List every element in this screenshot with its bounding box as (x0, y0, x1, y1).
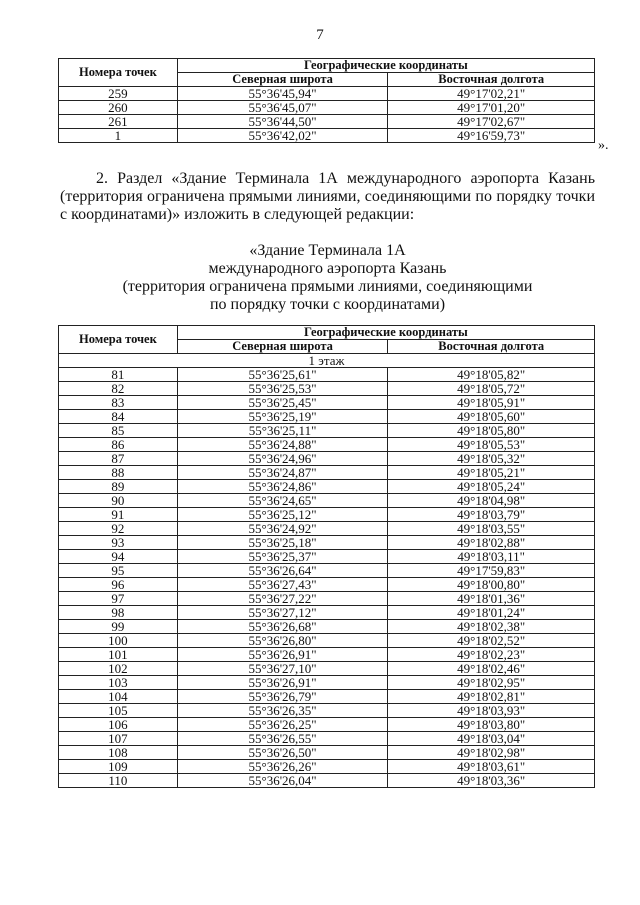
latitude-cell: 55°36'24,92" (177, 522, 388, 536)
table-row (59, 564, 595, 578)
point-number: 107 (59, 732, 178, 746)
latitude-cell: 55°36'26,79" (177, 690, 388, 704)
table-row (59, 508, 595, 522)
table1-body (59, 87, 595, 143)
table-row (59, 115, 595, 129)
point-number: 94 (59, 550, 178, 564)
coordinates-table-terminal-1a (58, 325, 595, 788)
longitude-cell: 49°17'02,67" (388, 115, 595, 129)
point-number: 87 (59, 452, 178, 466)
table-row (59, 760, 595, 774)
point-number: 106 (59, 718, 178, 732)
point-number: 91 (59, 508, 178, 522)
point-number: 82 (59, 382, 178, 396)
latitude-cell: 55°36'26,26" (177, 760, 388, 774)
table-row (59, 732, 595, 746)
longitude-cell: 49°16'59,73" (388, 129, 595, 143)
table-row (59, 424, 595, 438)
latitude-cell: 55°36'26,91" (177, 676, 388, 690)
longitude-cell: 49°18'05,53" (388, 438, 595, 452)
longitude-cell: 49°18'03,93" (388, 704, 595, 718)
latitude-cell: 55°36'24,87" (177, 466, 388, 480)
table-row (59, 129, 595, 143)
table-row (59, 522, 595, 536)
latitude-cell: 55°36'45,07" (177, 101, 388, 115)
table-row (59, 87, 595, 101)
longitude-cell: 49°17'01,20" (388, 101, 595, 115)
table-row (59, 676, 595, 690)
header-points: Номера точек (59, 59, 178, 87)
latitude-cell: 55°36'25,45" (177, 396, 388, 410)
table-row (59, 480, 595, 494)
point-number: 84 (59, 410, 178, 424)
point-number: 93 (59, 536, 178, 550)
point-number: 96 (59, 578, 178, 592)
latitude-cell: 55°36'26,04" (177, 774, 388, 788)
table-row (59, 550, 595, 564)
longitude-cell: 49°18'00,80" (388, 578, 595, 592)
point-number: 89 (59, 480, 178, 494)
latitude-cell: 55°36'25,61" (177, 368, 388, 382)
longitude-cell: 49°18'02,46" (388, 662, 595, 676)
heading-line-2: международного аэропорта Казань (208, 260, 447, 277)
longitude-cell: 49°18'02,81" (388, 690, 595, 704)
point-number: 102 (59, 662, 178, 676)
floor-label: 1 этаж (59, 354, 595, 368)
longitude-cell: 49°18'03,36" (388, 774, 595, 788)
header-longitude: Восточная долгота (388, 73, 595, 87)
point-number: 100 (59, 634, 178, 648)
point-number: 105 (59, 704, 178, 718)
point-number: 108 (59, 746, 178, 760)
table-row (59, 662, 595, 676)
point-number: 83 (59, 396, 178, 410)
table-row (59, 718, 595, 732)
table-row (59, 410, 595, 424)
point-number: 110 (59, 774, 178, 788)
latitude-cell: 55°36'44,50" (177, 115, 388, 129)
latitude-cell: 55°36'26,68" (177, 620, 388, 634)
longitude-cell: 49°18'02,95" (388, 676, 595, 690)
table-row (59, 396, 595, 410)
page-number: 7 (316, 27, 324, 43)
latitude-cell: 55°36'26,64" (177, 564, 388, 578)
point-number: 88 (59, 466, 178, 480)
longitude-cell: 49°17'59,83" (388, 564, 595, 578)
point-number: 90 (59, 494, 178, 508)
header-geo-coordinates: Географические координаты (177, 326, 594, 340)
amendment-paragraph: 2. Раздел «Здание Терминала 1А международного аэропорта Казань (территория ограничена прямыми линиями, соединяющими по порядку точки с координатами)» изложить в следующей редакции: (60, 170, 595, 223)
table-row (59, 536, 595, 550)
table-row (59, 704, 595, 718)
point-number: 98 (59, 606, 178, 620)
table-row (59, 101, 595, 115)
longitude-cell: 49°18'03,55" (388, 522, 595, 536)
longitude-cell: 49°18'03,11" (388, 550, 595, 564)
table-row (59, 466, 595, 480)
heading-line-1: «Здание Терминала 1А (249, 242, 406, 259)
point-number: 261 (59, 115, 178, 129)
latitude-cell: 55°36'25,18" (177, 536, 388, 550)
latitude-cell: 55°36'26,55" (177, 732, 388, 746)
longitude-cell: 49°18'05,82" (388, 368, 595, 382)
header-geo-coordinates: Географические координаты (177, 59, 594, 73)
point-number: 81 (59, 368, 178, 382)
coordinates-table-continued (58, 58, 595, 143)
latitude-cell: 55°36'26,25" (177, 718, 388, 732)
longitude-cell: 49°18'02,23" (388, 648, 595, 662)
longitude-cell: 49°18'05,60" (388, 410, 595, 424)
latitude-cell: 55°36'42,02" (177, 129, 388, 143)
point-number: 99 (59, 620, 178, 634)
latitude-cell: 55°36'26,35" (177, 704, 388, 718)
latitude-cell: 55°36'27,43" (177, 578, 388, 592)
latitude-cell: 55°36'24,86" (177, 480, 388, 494)
latitude-cell: 55°36'27,22" (177, 592, 388, 606)
heading-line-3: (территория ограничена прямыми линиями, соединяющими (122, 278, 533, 295)
latitude-cell: 55°36'25,19" (177, 410, 388, 424)
point-number: 95 (59, 564, 178, 578)
point-number: 101 (59, 648, 178, 662)
point-number: 104 (59, 690, 178, 704)
latitude-cell: 55°36'26,80" (177, 634, 388, 648)
longitude-cell: 49°18'02,38" (388, 620, 595, 634)
point-number: 92 (59, 522, 178, 536)
table-row (59, 494, 595, 508)
closing-quote: ». (598, 138, 609, 153)
point-number: 86 (59, 438, 178, 452)
longitude-cell: 49°18'01,24" (388, 606, 595, 620)
table2-body (59, 354, 595, 788)
point-number: 103 (59, 676, 178, 690)
longitude-cell: 49°18'05,80" (388, 424, 595, 438)
longitude-cell: 49°18'01,36" (388, 592, 595, 606)
longitude-cell: 49°18'05,72" (388, 382, 595, 396)
point-number: 85 (59, 424, 178, 438)
table-row (59, 634, 595, 648)
longitude-cell: 49°18'02,52" (388, 634, 595, 648)
table-row (59, 746, 595, 760)
latitude-cell: 55°36'25,53" (177, 382, 388, 396)
point-number: 259 (59, 87, 178, 101)
latitude-cell: 55°36'25,11" (177, 424, 388, 438)
longitude-cell: 49°18'03,80" (388, 718, 595, 732)
table-row (59, 620, 595, 634)
table-row (59, 578, 595, 592)
longitude-cell: 49°18'05,32" (388, 452, 595, 466)
latitude-cell: 55°36'26,91" (177, 648, 388, 662)
latitude-cell: 55°36'24,65" (177, 494, 388, 508)
latitude-cell: 55°36'27,10" (177, 662, 388, 676)
table-row (59, 690, 595, 704)
longitude-cell: 49°18'03,04" (388, 732, 595, 746)
longitude-cell: 49°18'05,21" (388, 466, 595, 480)
table-row (59, 382, 595, 396)
floor-row (59, 354, 595, 368)
table-row (59, 452, 595, 466)
header-latitude: Северная широта (177, 340, 388, 354)
latitude-cell: 55°36'45,94" (177, 87, 388, 101)
latitude-cell: 55°36'24,96" (177, 452, 388, 466)
table-row (59, 774, 595, 788)
longitude-cell: 49°18'04,98" (388, 494, 595, 508)
point-number: 260 (59, 101, 178, 115)
latitude-cell: 55°36'24,88" (177, 438, 388, 452)
longitude-cell: 49°18'03,61" (388, 760, 595, 774)
point-number: 97 (59, 592, 178, 606)
table-row (59, 648, 595, 662)
latitude-cell: 55°36'25,37" (177, 550, 388, 564)
longitude-cell: 49°18'05,24" (388, 480, 595, 494)
longitude-cell: 49°18'03,79" (388, 508, 595, 522)
section-heading (60, 242, 595, 314)
latitude-cell: 55°36'27,12" (177, 606, 388, 620)
longitude-cell: 49°18'02,98" (388, 746, 595, 760)
header-longitude: Восточная долгота (388, 340, 595, 354)
longitude-cell: 49°18'05,91" (388, 396, 595, 410)
latitude-cell: 55°36'25,12" (177, 508, 388, 522)
header-latitude: Северная широта (177, 73, 388, 87)
longitude-cell: 49°18'02,88" (388, 536, 595, 550)
heading-line-4: по порядку точки с координатами) (209, 296, 446, 313)
table-row (59, 592, 595, 606)
point-number: 109 (59, 760, 178, 774)
latitude-cell: 55°36'26,50" (177, 746, 388, 760)
table-row (59, 368, 595, 382)
table-row (59, 438, 595, 452)
table-row (59, 606, 595, 620)
point-number: 1 (59, 129, 178, 143)
header-points: Номера точек (59, 326, 178, 354)
longitude-cell: 49°17'02,21" (388, 87, 595, 101)
